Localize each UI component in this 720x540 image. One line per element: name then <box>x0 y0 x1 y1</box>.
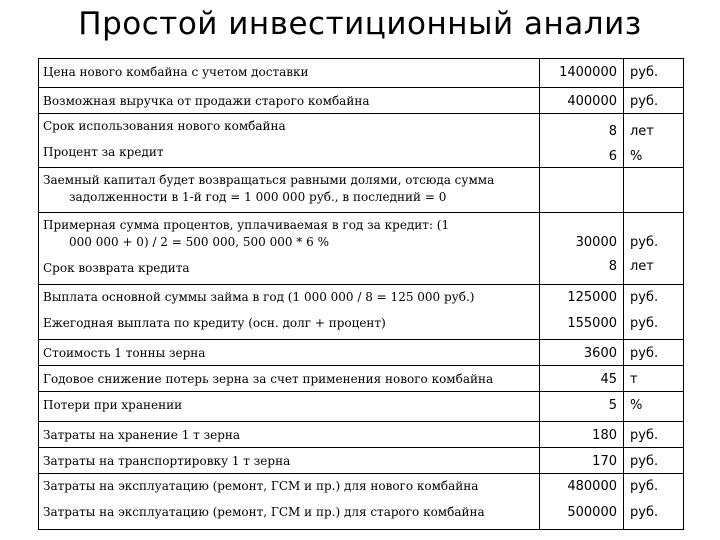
row-unit: т <box>630 372 638 387</box>
row-label: Потери при хранении <box>43 398 183 412</box>
analysis-table <box>38 58 684 530</box>
table-row <box>39 392 684 422</box>
row-unit: руб. <box>630 479 659 494</box>
row-value: 125000 <box>567 290 617 305</box>
row-value: 45 <box>600 372 617 387</box>
row-value: 6 <box>608 149 617 164</box>
row-label: Ежегодная выплата по кредиту (осн. долг + процент) <box>43 316 386 330</box>
row-value: 480000 <box>567 479 617 494</box>
row-unit: руб. <box>630 454 659 469</box>
row-unit: % <box>630 149 643 164</box>
row-label: Затраты на эксплуатацию (ремонт, ГСМ и пр.) для старого комбайна <box>43 505 485 519</box>
table-row <box>39 88 684 114</box>
row-value: 170 <box>592 454 617 469</box>
row-value: 500000 <box>567 505 617 520</box>
row-unit: руб. <box>630 65 659 80</box>
row-label: Цена нового комбайна с учетом доставки <box>43 65 309 79</box>
row-value: 5 <box>608 398 617 413</box>
row-value: 1400000 <box>559 65 617 80</box>
row-unit: руб. <box>630 94 659 109</box>
table-row <box>39 114 684 168</box>
table-row <box>39 366 684 392</box>
row-value: 8 <box>608 259 617 274</box>
row-unit: руб. <box>630 290 659 305</box>
row-unit: руб. <box>630 346 659 361</box>
table-row <box>39 448 684 474</box>
page-title: Простой инвестиционный анализ <box>78 6 642 42</box>
row-value: 8 <box>608 124 617 139</box>
row-label: Возможная выручка от продажи старого комбайна <box>43 94 370 108</box>
row-label: Стоимость 1 тонны зерна <box>43 346 206 360</box>
row-label: Затраты на транспортировку 1 т зерна <box>43 454 291 468</box>
row-value: 30000 <box>575 235 617 250</box>
table-row <box>39 59 684 88</box>
row-unit: руб. <box>630 505 659 520</box>
row-unit: руб. <box>630 428 659 443</box>
row-label: Годовое снижение потерь зерна за счет применения нового комбайна <box>43 372 494 386</box>
row-unit: лет <box>630 259 654 274</box>
row-unit: руб. <box>630 316 659 331</box>
row-unit: лет <box>630 124 654 139</box>
row-label: Срок возврата кредита <box>43 261 190 275</box>
row-label: Срок использования нового комбайна <box>43 119 286 133</box>
row-label-cont: задолженности в 1-й год = 1 000 000 руб., в последний = 0 <box>69 190 447 204</box>
row-value: 180 <box>592 428 617 443</box>
table-row <box>39 168 684 213</box>
row-value: 3600 <box>583 346 617 361</box>
table-row <box>39 213 684 285</box>
table-row <box>39 474 684 530</box>
table-row <box>39 422 684 448</box>
row-label: Затраты на хранение 1 т зерна <box>43 428 241 442</box>
row-label-cont: 000 000 + 0) / 2 = 500 000, 500 000 * 6 % <box>69 235 329 249</box>
row-value: 400000 <box>567 94 617 109</box>
row-label: Заемный капитал будет возвращаться равными долями, отсюда сумма <box>43 173 495 187</box>
row-unit: руб. <box>630 235 659 250</box>
row-value: 155000 <box>567 316 617 331</box>
row-label: Выплата основной суммы займа в год (1 000 000 / 8 = 125 000 руб.) <box>43 290 475 304</box>
row-unit: % <box>630 398 643 413</box>
row-label: Примерная сумма процентов, уплачиваемая в год за кредит: (1 <box>43 218 450 232</box>
table-row <box>39 285 684 340</box>
row-label: Затраты на эксплуатацию (ремонт, ГСМ и пр.) для нового комбайна <box>43 479 479 493</box>
table-row <box>39 340 684 366</box>
row-label: Процент за кредит <box>43 145 164 159</box>
